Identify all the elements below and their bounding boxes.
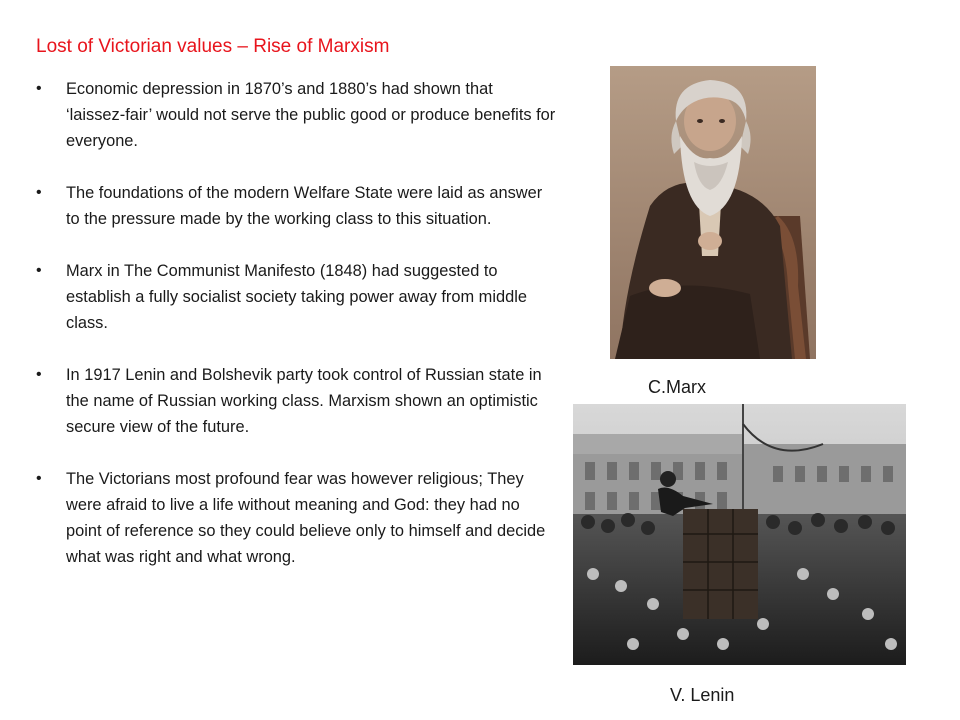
marx-portrait-image [610, 66, 816, 359]
bullet-dot-icon: • [36, 366, 42, 383]
bullet-item [36, 258, 556, 336]
slide-title: Lost of Victorian values – Rise of Marxism [36, 36, 390, 57]
bullet-item [36, 466, 556, 570]
bullet-text: The Victorians most profound fear was however religious; They were afraid to live a life without meaning and God: they had no point of reference so they could believe only to himself and decide what was right and what wrong. [66, 470, 546, 566]
bullet-text: Marx in The Communist Manifesto (1848) had suggested to establish a fully socialist society taking power away from middle class. [66, 262, 527, 332]
marx-caption: C.Marx [648, 377, 706, 397]
bullet-item [36, 180, 556, 232]
bullet-text: In 1917 Lenin and Bolshevik party took control of Russian state in the name of Russian working class. Marxism shown an optimistic secure view of the future. [66, 366, 542, 436]
bullet-dot-icon: • [36, 470, 42, 487]
bullet-list [36, 76, 556, 596]
bullet-item [36, 76, 556, 154]
lenin-speech-image [573, 404, 906, 665]
bullet-dot-icon: • [36, 262, 42, 279]
lenin-caption: V. Lenin [670, 685, 735, 705]
bullet-item [36, 362, 556, 440]
bullet-dot-icon: • [36, 80, 42, 97]
bullet-dot-icon: • [36, 184, 42, 201]
bullet-text: Economic depression in 1870’s and 1880’s had shown that ‘laissez-fair’ would not serve the public good or produce benefits for everyone. [66, 80, 556, 150]
bullet-text: The foundations of the modern Welfare State were laid as answer to the pressure made by the working class to this situation. [66, 184, 543, 228]
